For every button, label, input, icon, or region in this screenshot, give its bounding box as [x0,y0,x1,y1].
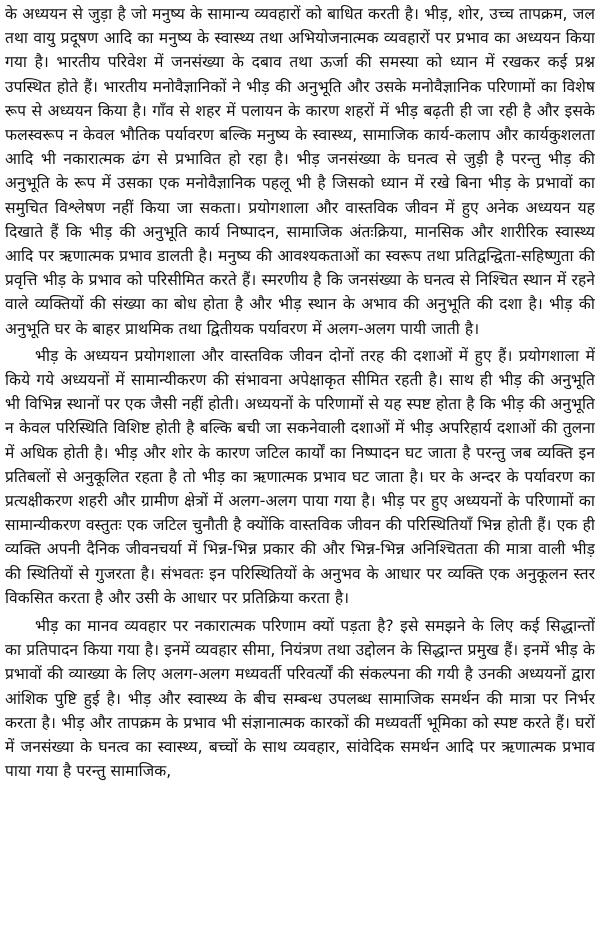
paragraph-2: भीड़ के अध्ययन प्रयोगशाला और वास्तविक जीवन दोनों तरह की दशाओं में हुए हैं। प्रयोगशाला में किये गये अध्ययनों में सामान्यीकरण की संभावना अपेक्षाकृत सीमित रहती है। साथ ही भीड़ की अनुभूति भी विभिन्न स्थानों पर एक जैसी नहीं होती। अध्ययनों के परिणामों से यह स्पष्ट होता है कि भीड़ की अनुभूति न केवल परिस्थिति विशिष्ट होती है बल्कि बची जा सकनेवाली दशाओं में भीड़ अपरिहार्य दशाओं की तुलना में अधिक होती है। भीड़ और शोर के कारण जटिल कार्यों का निष्पादन घट जाता है परन्तु जब व्यक्ति इन प्रतिबलों से अनुकूलित रहता है तो भीड़ का ऋणात्मक प्रभाव घट जाता है। घर के अन्दर के पर्यावरण का प्रत्यक्षीकरण शहरी और ग्रामीण क्षेत्रों में अलग-अलग पाया गया है। भीड़ पर हुए अध्ययनों के परिणामों का सामान्यीकरण वस्तुतः एक जटिल चुनौती है क्योंकि वास्तविक जीवन की परिस्थितियाँ भिन्न होती हैं। एक ही व्यक्ति अपनी दैनिक जीवनचर्या में भिन्न-भिन्न प्रकार की और भिन्न-भिन्न अनिश्चितता की मात्रा वाली भीड़ की स्थितियों से गुजरता है। संभवतः इन परिस्थितियों के अनुभव के आधार पर व्यक्ति एक अनुकूलन स्तर विकसित करता है और उसी के आधार पर प्रतिक्रिया करता है। [5,346,595,607]
paragraph-1: के अध्ययन से जुड़ा है जो मनुष्य के सामान्य व्यवहारों को बाधित करती है। भीड़, शोर, उच्च तापक्रम, जल तथा वायु प्रदूषण आदि का मनुष्य के स्वास्थ्य तथा अभियोजनात्मक व्यवहारों पर प्रभाव का अध्ययन किया गया है। भारतीय परिवेश में जनसंख्या के दबाव तथा ऊर्जा की समस्या को ध्यान में रखकर कई प्रश्न उपस्थित होते हैं। भारतीय मनोवैज्ञानिकों ने भीड़ की अनुभूति और उसके मनोवैज्ञानिक परिणामों का विशेष रूप से अध्ययन किया है। गाँव से शहर में पलायन के कारण शहरों में भीड़ बढ़ती ही जा रही है और इसके फलस्वरूप न केवल भौतिक पर्यावरण बल्कि मनुष्य के स्वास्थ्य, सामाजिक कार्य-कलाप और कार्यकुशलता आदि भी नकारात्मक ढंग से प्रभावित हो रहा है। भीड़ जनसंख्या के घनत्व से जुड़ी है परन्तु भीड़ की अनुभूति के रूप में उसका एक मनोवैज्ञानिक पहलू भी है जिसको ध्यान में रखे बिना भीड़ के प्रभावों का समुचित विश्लेषण नहीं किया जा सकता। प्रयोगशाला और वास्तविक जीवन में हुए अनेक अध्ययन यह दिखाते हैं कि भीड़ की अनुभूति कार्य निष्पादन, सामाजिक अंतःक्रिया, मानसिक और शारीरिक स्वास्थ्य आदि पर ऋणात्मक प्रभाव डालती है। मनुष्य की आवश्यकताओं का स्वरूप तथा प्रतिद्वन्द्विता-सहिष्णुता की प्रवृत्ति भीड़ के प्रभाव को परिसीमित करते हैं। स्मरणीय है कि जनसंख्या के घनत्व से निश्चित स्थान में रहने वाले व्यक्तियों की संख्या का बोध होता है और भीड़ स्थान के अभाव की अनुभूति की दशा है। भीड़ की अनुभूति घर के बाहर प्राथमिक तथा द्वितीयक पर्यावरण में अलग-अलग पायी जाती है। [5,5,595,338]
paragraph-3: भीड़ का मानव व्यवहार पर नकारात्मक परिणाम क्यों पड़ता है? इसे समझने के लिए कई सिद्धान्तों का प्रतिपादन किया गया है। इनमें व्यवहार सीमा, नियंत्रण तथा उद्दोलन के सिद्धान्त प्रमुख हैं। इनमें भीड़ के प्रभावों की व्याख्या के लिए अलग-अलग मध्यवर्ती परिवर्त्यों की संकल्पना की गयी है उनकी अध्ययनों द्वारा आंशिक पुष्टि हुई है। भीड़ और स्वास्थ्य के बीच सम्बन्ध उपलब्ध सामाजिक समर्थन की मात्रा पर निर्भर करता है। भीड़ और तापक्रम के प्रभाव भी संज्ञानात्मक कारकों की मध्यवर्ती भूमिका को स्पष्ट करते हैं। घरों में जनसंख्या के घनत्व का स्वास्थ्य, बच्चों के साथ व्यवहार, सांवेदिक समर्थन आदि पर ऋणात्मक प्रभाव पाया गया है परन्तु सामाजिक, [5,617,595,781]
document-page [5,0,595,927]
